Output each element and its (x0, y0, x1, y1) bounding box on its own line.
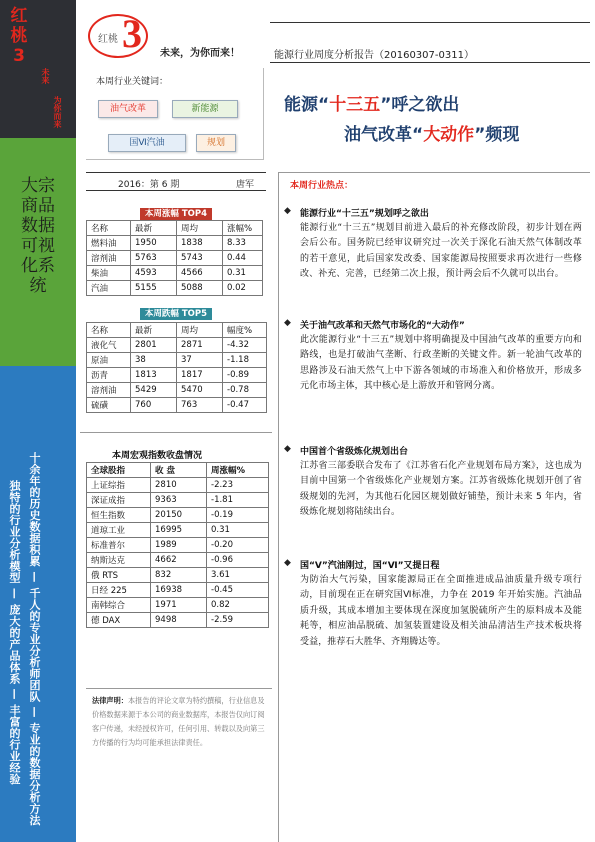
table-row (87, 598, 269, 613)
headline-1-highlight: 十三五 (329, 95, 381, 115)
table-header-cell: 涨幅% (223, 221, 263, 236)
table-cell: -1.18 (223, 353, 267, 368)
table-header-cell: 收 盘 (151, 463, 207, 478)
index-panel-rule (80, 432, 272, 433)
table-cell: -2.23 (207, 478, 269, 493)
table-cell: -0.20 (207, 538, 269, 553)
table-header-row (87, 221, 263, 236)
table-row (87, 368, 267, 383)
table-cell: -0.19 (207, 508, 269, 523)
issue-rule-bottom (86, 190, 266, 191)
keyword-tag: 油气改革 (98, 100, 158, 118)
table-row (87, 523, 269, 538)
disclaimer (92, 694, 270, 750)
table-row (87, 236, 263, 251)
diamond-bullet-icon: ◆ (284, 444, 291, 454)
table-row (87, 398, 267, 413)
table-cell: 5088 (177, 281, 223, 296)
table-cell: 1989 (151, 538, 207, 553)
table-cell: -0.89 (223, 368, 267, 383)
table-cell: -4.32 (223, 338, 267, 353)
table-row (87, 613, 269, 628)
table-cell: 4662 (151, 553, 207, 568)
table-row (87, 478, 269, 493)
topic-title: 国“Ⅴ”汽油刚过，国“Ⅵ”又提日程 (300, 561, 440, 571)
logo-slogan: 未来，为你而来！ (160, 48, 240, 59)
logo-three-icon: 3 (122, 11, 142, 56)
system-title: 大宗商品数据可视化系统 (21, 176, 55, 296)
table-cell: 5763 (131, 251, 177, 266)
topic-title: 能源行业“十三五”规划呼之欲出 (300, 209, 429, 219)
table-cell: -0.96 (207, 553, 269, 568)
topic-body: 此次能源行业“十三五”规划中将明确提及中国油气改革的重要方向和路线，也是打破油气垄断、行政垄断的关键文件。新一轮油气改革的思路涉及石油天然气上中下游各领域的市场准入和价格放开，形成多元化市场主体，其中核心是上游放开和管网分离。 (300, 335, 582, 392)
diamond-bullet-icon: ◆ (284, 206, 291, 216)
table-row (87, 583, 269, 598)
table-cell: 恒生指数 (87, 508, 151, 523)
table-cell: 5155 (131, 281, 177, 296)
table-cell: 1838 (177, 236, 223, 251)
table-cell: 5470 (177, 383, 223, 398)
table-cell: 1813 (131, 368, 177, 383)
table-cell: 16938 (151, 583, 207, 598)
table-cell: 0.31 (223, 266, 263, 281)
table-cell: 1971 (151, 598, 207, 613)
header-rule-top (270, 22, 590, 23)
table-cell: 标准普尔 (87, 538, 151, 553)
table-cell: 溶剂油 (87, 383, 131, 398)
table-cell: 溶剂油 (87, 251, 131, 266)
table-cell: 832 (151, 568, 207, 583)
table-row (87, 338, 267, 353)
table-cell: 德 DAX (87, 613, 151, 628)
table-header-cell: 幅度% (223, 323, 267, 338)
table-cell: 0.31 (207, 523, 269, 538)
table-cell: 液化气 (87, 338, 131, 353)
losers-table (86, 322, 267, 413)
table-header-row (87, 463, 269, 478)
table-row (87, 553, 269, 568)
table-header-cell: 最新 (131, 323, 177, 338)
losers-caption: 本周跌幅 TOP5 (140, 308, 212, 320)
headline-line-2 (344, 120, 519, 145)
table-cell: 5743 (177, 251, 223, 266)
table-cell: 1817 (177, 368, 223, 383)
table-cell: 日经 225 (87, 583, 151, 598)
disclaimer-label: 法律声明： (92, 696, 128, 705)
table-cell: 纳斯达克 (87, 553, 151, 568)
header-rule-bottom (270, 62, 590, 63)
table-row (87, 568, 269, 583)
table-cell: 原油 (87, 353, 131, 368)
table-cell: 0.02 (223, 281, 263, 296)
table-row (87, 266, 263, 281)
table-cell: 20150 (151, 508, 207, 523)
table-row (87, 538, 269, 553)
issue-number: 2016：第 6 期 (118, 180, 180, 190)
table-cell: 4566 (177, 266, 223, 281)
logo-text: 红桃 (96, 30, 120, 45)
table-cell: 上证综指 (87, 478, 151, 493)
table-cell: 8.33 (223, 236, 263, 251)
table-cell: 深证成指 (87, 493, 151, 508)
keyword-tag: 新能源 (172, 100, 238, 118)
table-cell: -0.78 (223, 383, 267, 398)
disclaimer-text: 本报告的评论文章为特约撰稿，行业信息及价格数据来源于本公司的商业数据库，本报告仅向订阅客户传递，未经授权许可，任何引用、转载以及向第三方传播的行为均可能承担法律责任。 (92, 696, 265, 747)
table-cell: 硫磺 (87, 398, 131, 413)
table-cell: -0.47 (223, 398, 267, 413)
table-cell: 燃料油 (87, 236, 131, 251)
headline-1-suffix: ”呼之欲出 (380, 95, 460, 115)
table-cell: 37 (177, 353, 223, 368)
headline-2-suffix: ”频现 (474, 125, 520, 145)
table-cell: 38 (131, 353, 177, 368)
table-cell: 9363 (151, 493, 207, 508)
sidebar-tagline-2: 十余年的历史数据积累 — 千人的专业分析师团队 — 专业的数据分析方法 (28, 452, 41, 826)
table-cell: 760 (131, 398, 177, 413)
table-cell: 2871 (177, 338, 223, 353)
table-header-cell: 名称 (87, 323, 131, 338)
table-row (87, 353, 267, 368)
table-header-cell: 最新 (131, 221, 177, 236)
table-cell: 道琼工业 (87, 523, 151, 538)
table-cell: -0.45 (207, 583, 269, 598)
table-cell: 763 (177, 398, 223, 413)
topic-body: 能源行业“十三五”规划目前进入最后的补充修改阶段，初步计划在两会后公布。国务院已经审议研究过一次关于深化石油天然气体制改革的若干意见，此后国家发改委、国家能源局按照要求再次进行一些修改、补充、完善，已经第二次上报，预计两会后不久就可以出台。 (300, 223, 582, 280)
gainers-caption: 本周涨幅 TOP4 (140, 208, 212, 220)
diamond-bullet-icon: ◆ (284, 318, 291, 328)
keywords-title: 本周行业关键词： (96, 77, 169, 87)
headline-2-prefix: 油气改革“ (344, 125, 424, 145)
author-name: 唐军 (236, 180, 255, 190)
headline-line-1 (284, 90, 459, 115)
diamond-bullet-icon: ◆ (284, 558, 291, 568)
report-title: 能源行业周度分析报告（20160307-0311） (274, 50, 474, 61)
table-header-cell: 名称 (87, 221, 131, 236)
table-cell: 俄 RTS (87, 568, 151, 583)
topic-title: 关于油气改革和天然气市场化的“大动作” (300, 321, 465, 331)
table-cell: -1.81 (207, 493, 269, 508)
topic-body: 江苏省三部委联合发布了《江苏省石化产业规划布局方案》，这也成为目前中国第一个省级炼化产业规划方案。江苏省级炼化规划开创了省级规划的先河，为其他石化园区规划做好铺垫，预计未来 5 年内，省级炼化规划将陆续出台。 (300, 461, 582, 518)
table-header-cell: 周涨幅% (207, 463, 269, 478)
table-cell: 0.82 (207, 598, 269, 613)
table-header-cell: 周均 (177, 323, 223, 338)
table-row (87, 251, 263, 266)
issue-rule-top (86, 172, 266, 173)
table-cell: 16995 (151, 523, 207, 538)
headline-1-prefix: 能源“ (284, 95, 330, 115)
table-cell: -2.59 (207, 613, 269, 628)
table-header-cell: 全球股指 (87, 463, 151, 478)
hot-topics-title: 本周行业热点： (290, 181, 354, 191)
table-row (87, 493, 269, 508)
topic-title: 中国首个省级炼化规划出台 (300, 447, 409, 457)
table-cell: 3.61 (207, 568, 269, 583)
table-cell: 9498 (151, 613, 207, 628)
table-cell: 南韩综合 (87, 598, 151, 613)
keyword-tag: 国Ⅵ汽油 (108, 134, 186, 152)
sidebar-tagline-1: 独特的行业分析模型 — 庞大的产品体系 — 丰富的行业经验 (8, 480, 21, 785)
table-cell: 0.44 (223, 251, 263, 266)
table-row (87, 281, 263, 296)
table-cell: 5429 (131, 383, 177, 398)
index-table (86, 462, 269, 628)
headline-2-highlight: 大动作 (423, 125, 475, 145)
brand-slogan-part2: 为你而来 (53, 96, 62, 128)
table-header-row (87, 323, 267, 338)
table-row (87, 383, 267, 398)
gainers-table (86, 220, 263, 296)
table-header-cell: 周均 (177, 221, 223, 236)
table-cell: 1950 (131, 236, 177, 251)
index-table-title: 本周宏观指数收盘情况 (112, 451, 203, 461)
table-cell: 汽油 (87, 281, 131, 296)
table-cell: 2801 (131, 338, 177, 353)
table-cell: 4593 (131, 266, 177, 281)
table-cell: 柴油 (87, 266, 131, 281)
brand-name: 红桃3 (10, 6, 28, 66)
table-cell: 沥青 (87, 368, 131, 383)
topic-body: 为防治大气污染，国家能源局正在全面推进成品油质量升级专项行动，目前现在正在研究国Ⅵ标准，力争在 2019 年开始实施。汽油品质升级，其成本增加主要体现在深度加氢脱硫所产生的原料成本及能耗等，相应油品脱硫、加氢装置建设及相关油品清洁生产技术板块将受益，推荐石大胜华、齐翔腾达等。 (300, 575, 582, 647)
brand-slogan-part1: 未来 (41, 68, 50, 84)
keyword-tag: 规划 (196, 134, 236, 152)
table-row (87, 508, 269, 523)
table-cell: 2810 (151, 478, 207, 493)
